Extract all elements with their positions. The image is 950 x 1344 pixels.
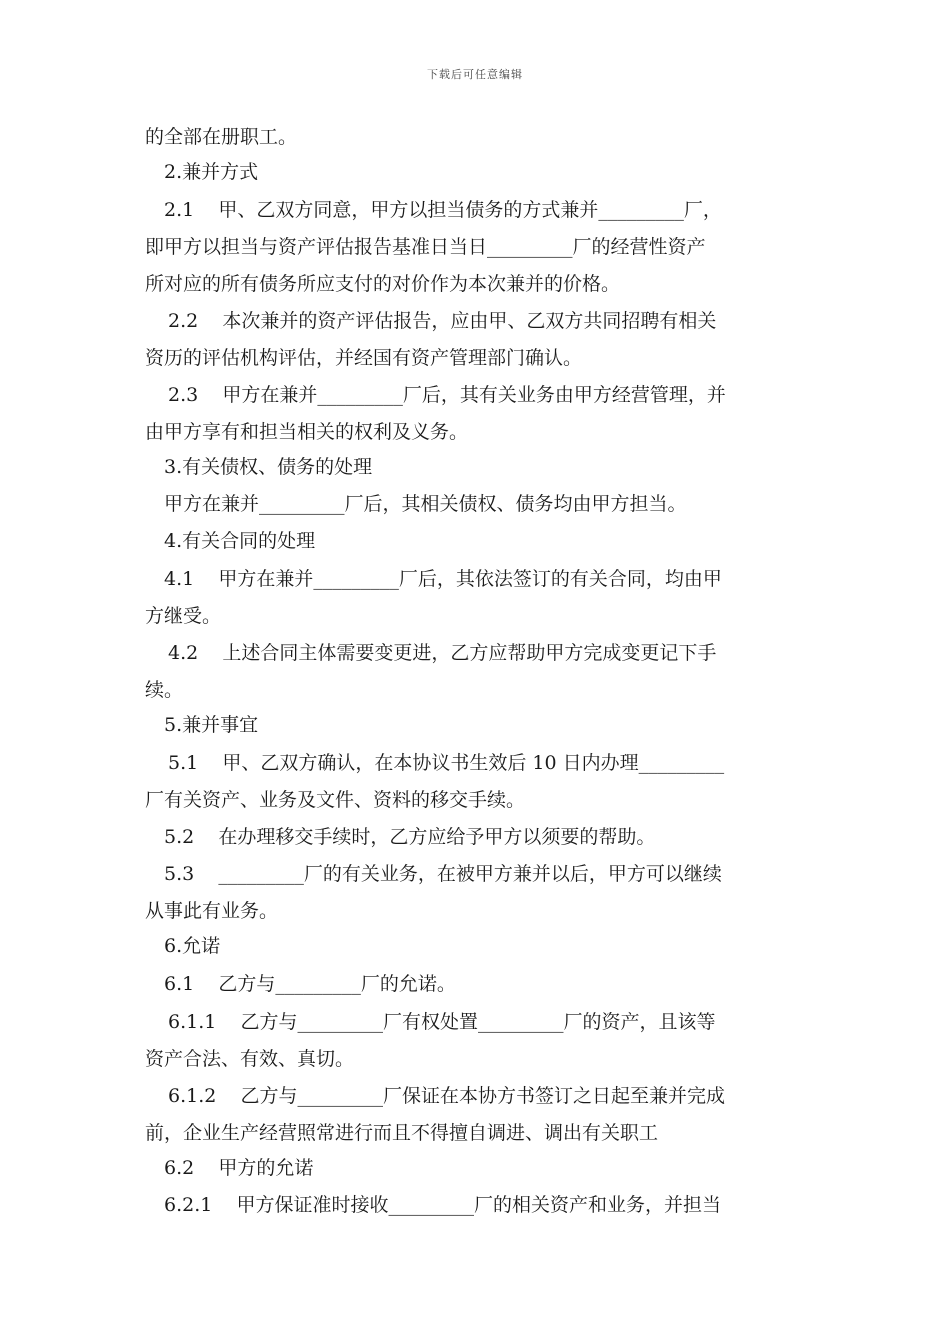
text-line: 5.3 _________厂的有关业务，在被甲方兼并以后，甲方可以继续 bbox=[164, 863, 722, 885]
text-line: 6.1.1 乙方与_________厂有权处置_________厂的资产，且该等 bbox=[168, 1011, 716, 1033]
text-line: 2.1 甲、乙双方同意，甲方以担当债务的方式兼并_________厂， bbox=[164, 199, 722, 221]
text-line: 由甲方享有和担当相关的权利及义务。 bbox=[145, 421, 469, 443]
text-line: 6.允诺 bbox=[164, 935, 221, 957]
text-line: 资产合法、有效、真切。 bbox=[145, 1048, 355, 1070]
text-line: 2.2 本次兼并的资产评估报告，应由甲、乙双方共同招聘有相关 bbox=[168, 310, 717, 332]
text-line: 前，企业生产经营照常进行而且不得擅自调进、调出有关职工 bbox=[145, 1122, 659, 1144]
text-line: 6.2 甲方的允诺 bbox=[164, 1157, 314, 1179]
text-line: 6.1.2 乙方与_________厂保证在本协方书签订之日起至兼并完成 bbox=[168, 1085, 726, 1107]
text-line: 厂有关资产、业务及文件、资料的移交手续。 bbox=[145, 789, 526, 811]
page-header: 下载后可任意编辑 bbox=[427, 68, 523, 81]
text-line: 5.2 在办理移交手续时，乙方应给予甲方以须要的帮助。 bbox=[164, 826, 656, 848]
text-line: 5.兼并事宜 bbox=[164, 714, 259, 736]
text-line: 4.有关合同的处理 bbox=[164, 530, 316, 552]
text-line: 所对应的所有债务所应支付的对价作为本次兼并的价格。 bbox=[145, 273, 621, 295]
text-line: 甲方在兼并_________厂后，其相关债权、债务均由甲方担当。 bbox=[164, 493, 687, 515]
text-line: 方继受。 bbox=[145, 605, 222, 627]
text-line: 资历的评估机构评估，并经国有资产管理部门确认。 bbox=[145, 347, 583, 369]
text-line: 从事此有业务。 bbox=[145, 900, 279, 922]
text-line: 续。 bbox=[145, 679, 184, 701]
text-line: 即甲方以担当与资产评估报告基准日当日_________厂的经营性资产 bbox=[145, 236, 706, 258]
text-line: 6.2.1 甲方保证准时接收_________厂的相关资产和业务，并担当 bbox=[164, 1194, 722, 1216]
text-line: 5.1 甲、乙双方确认，在本协议书生效后 10 日内办理_________ bbox=[168, 752, 725, 774]
text-line: 2.兼并方式 bbox=[164, 161, 259, 183]
text-line: 的全部在册职工。 bbox=[145, 126, 298, 148]
text-line: 3.有关债权、债务的处理 bbox=[164, 456, 373, 478]
text-line: 4.2 上述合同主体需要变更进，乙方应帮助甲方完成变更记下手 bbox=[168, 642, 717, 664]
text-line: 6.1 乙方与_________厂的允诺。 bbox=[164, 973, 456, 995]
text-line: 2.3 甲方在兼并_________厂后，其有关业务由甲方经营管理，并 bbox=[168, 384, 726, 406]
text-line: 4.1 甲方在兼并_________厂后，其依法签订的有关合同，均由甲 bbox=[164, 568, 722, 590]
